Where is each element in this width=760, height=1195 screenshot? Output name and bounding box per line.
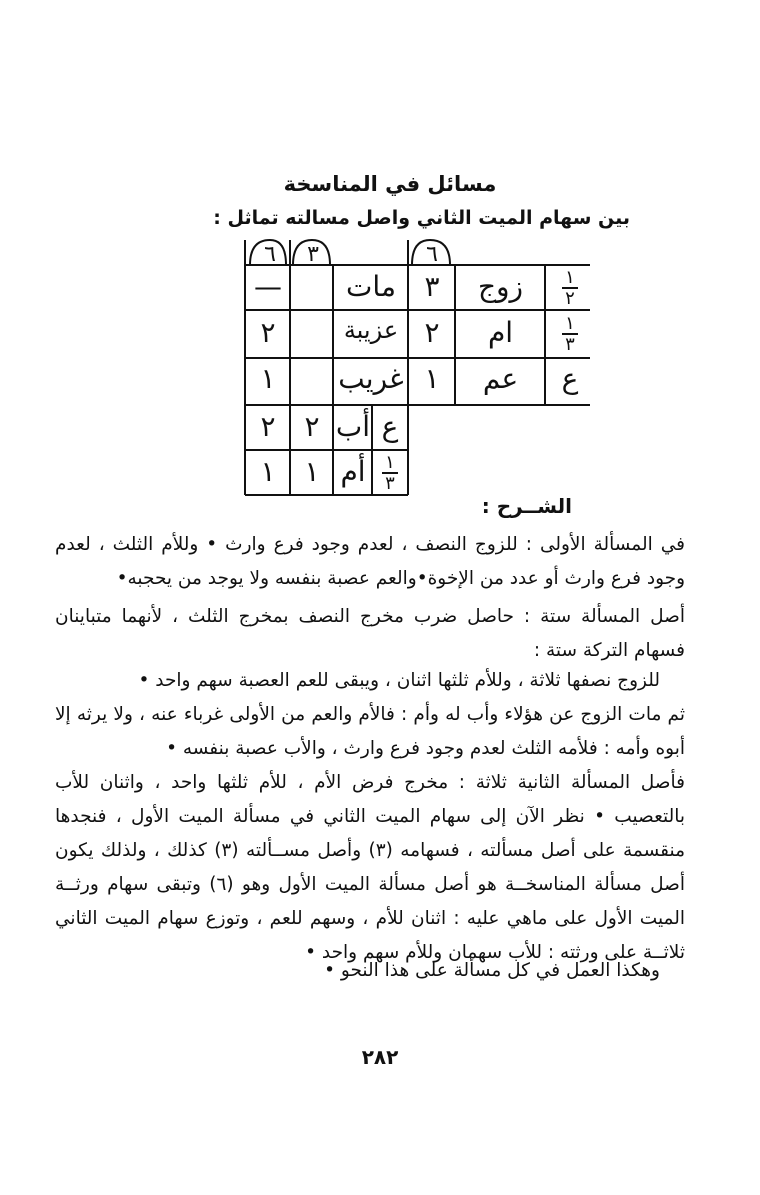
paragraph-2: أصل المسألة ستة : حاصل ضرب مخرج النصف بمخرج الثلث ، لأنهما متباينان فسهام التركة ستة : xyxy=(55,606,685,661)
paragraph-5: فأصل المسألة الثانية ثلاثة : مخرج فرض الأم ، للأم ثلثها واحد ، واثنان للأب بالتعصيب • نظر الآن إلى سهام الميت الثاني في مسألة الميت الأول ، فنجدها منقسمة على أصل مسألته ، فسهامه (٣) وأصل مســألته (٣) كذلك ، ولذلك يكون أصل مسألة المناسخــة هو أصل مسألة الميت الأول وهو (٦) وتبقى سهام ورثــة الميت الأول على ماهي عليه : اثنان للأم ، وسهم للعم ، وتوزع سهام الميت الثاني ثلاثــة على ورثته : للأب سهمان وللأم سهم واحد • xyxy=(55,772,686,963)
row2-frac-den: ٣ xyxy=(565,334,575,355)
header-num-2: ٣ xyxy=(307,242,319,267)
row1-frac-num: ١ xyxy=(565,267,575,288)
row2-heir: ام xyxy=(487,316,514,349)
row5-c3: ١ xyxy=(260,455,276,488)
paragraph-1: في المسألة الأولى : للزوج النصف ، لعدم وجود فرع وارث • وللأم الثلث ، لعدم وجود فرع وارث أو عدد من الإخوة•والعم عصبة بنفسه ولا يوجد من يحجبه• xyxy=(55,534,685,589)
header-num-1: ٦ xyxy=(264,242,276,267)
row1-heir: زوج xyxy=(477,270,524,303)
row2-frac-num: ١ xyxy=(565,313,575,334)
row4-c2: ٢ xyxy=(304,410,320,443)
row2-share: ٢ xyxy=(424,316,440,349)
row4-sub-left: ع xyxy=(381,410,399,443)
row1-heir2: مات xyxy=(346,270,396,303)
row1-frac-den: ٢ xyxy=(565,288,575,309)
row2-heir2: عزيبة xyxy=(343,316,399,344)
header-num-3: ٦ xyxy=(426,242,438,267)
row5-frac-num: ١ xyxy=(385,452,395,473)
row4-c3: ٢ xyxy=(260,410,276,443)
row3-whole: ع xyxy=(561,362,579,395)
row1-fraction xyxy=(555,268,585,308)
row3-heir2: غريب xyxy=(338,362,404,395)
row1-share: ٣ xyxy=(424,270,440,303)
row5-fraction xyxy=(375,453,405,493)
row3-c3: ١ xyxy=(260,362,276,395)
page-heading: مسائل في المناسخة xyxy=(283,172,497,196)
page-subheading: بين سهام الميت الثاني واصل مسالته تماثل : xyxy=(213,207,630,229)
row4-heir2: أب xyxy=(335,410,371,443)
explanation-label: الشــرح : xyxy=(481,494,572,518)
paragraph-4: ثم مات الزوج عن هؤلاء وأب له وأم : فالأم والعم من الأولى غرباء عنه ، ولا يرثه إلا أبوه وأمه : فلأمه الثلث لعدم وجود فرع وارث ، والأب عصبة بنفسه • xyxy=(55,704,685,759)
row3-share: ١ xyxy=(424,362,440,395)
row2-c3: ٢ xyxy=(260,316,276,349)
row1-c3: — xyxy=(254,270,282,303)
paragraph-6: وهكذا العمل في كل مسألة على هذا النحو • xyxy=(324,960,660,981)
row5-c2: ١ xyxy=(304,455,320,488)
row5-heir2: أم xyxy=(340,455,366,488)
paragraph-3: للزوج نصفها ثلاثة ، وللأم ثلثها اثنان ، ويبقى للعم العصبة سهم واحد • xyxy=(138,670,660,691)
row5-frac-den: ٣ xyxy=(385,473,395,494)
page-number: ٢٨٢ xyxy=(361,1045,399,1069)
row2-fraction xyxy=(555,314,585,354)
row3-heir: عم xyxy=(482,362,519,395)
